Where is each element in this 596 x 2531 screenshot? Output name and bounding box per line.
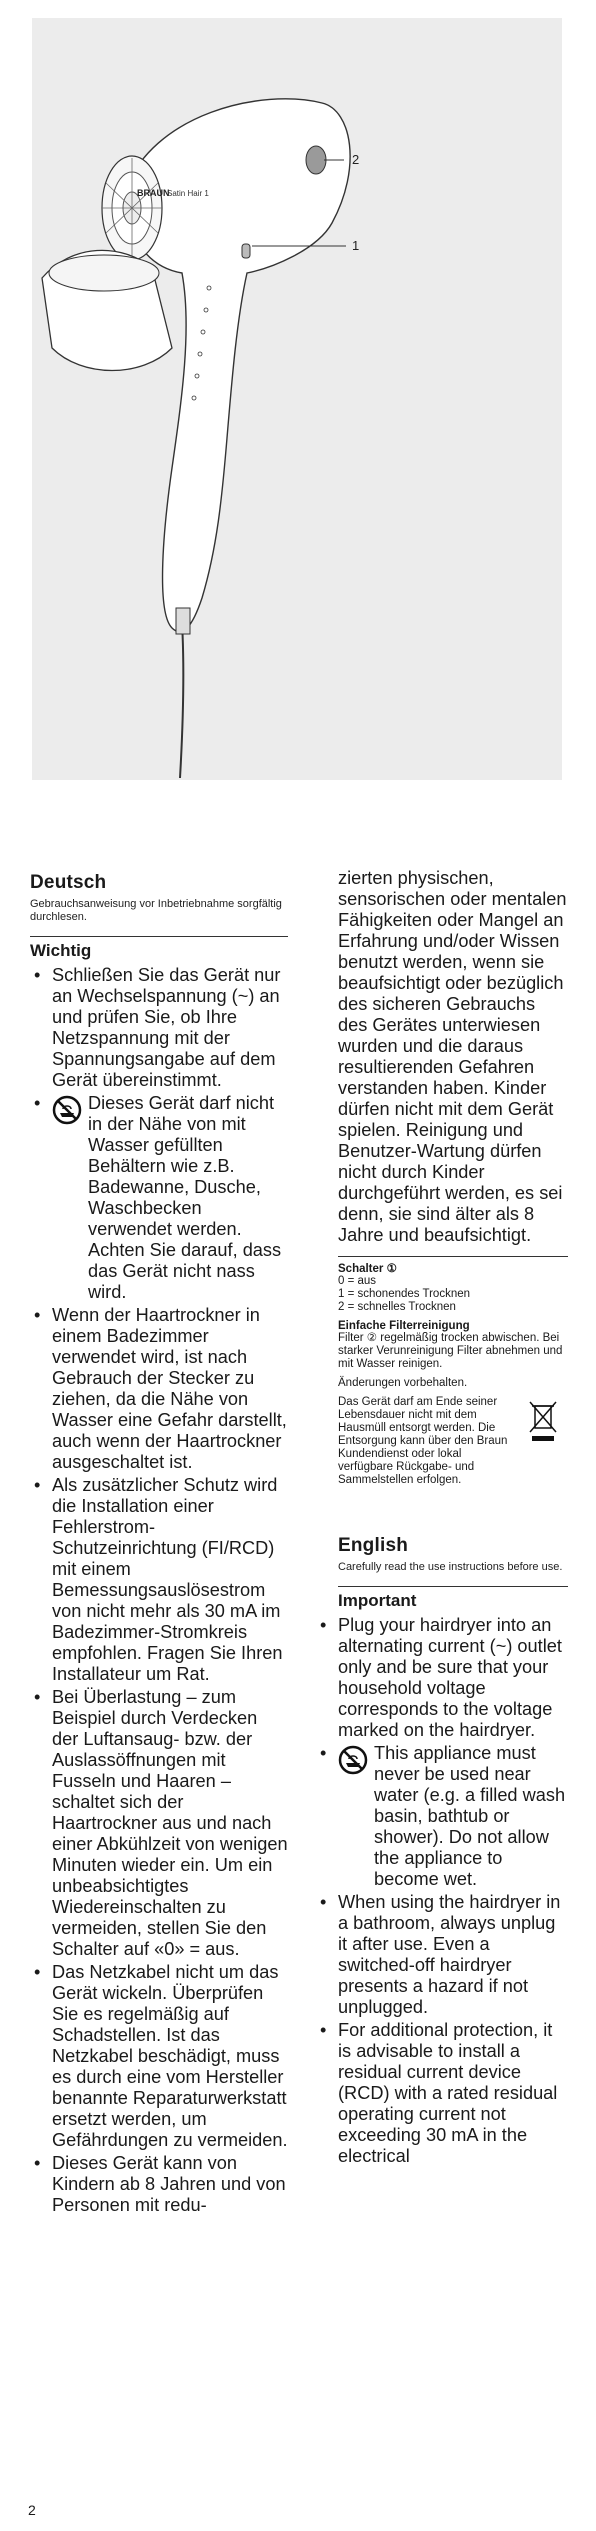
brand-logo: BRAUN [137,188,170,198]
list-item: • For additional protection, it is advisable to install a residual current device (RCD) with a rated residual operating current not exceeding 30 mA in the electrical [320,2020,558,2166]
changes-note: Änderungen vorbehalten. [338,1377,468,1389]
no-water-warning-icon [52,1095,82,1125]
list-item: • Wenn der Haartrockner in einem Badezimmer verwendet wird, ist nach Gebrauch der Stecker zu ziehen, da die Nähe von Wasser eine Gefahr darstellt, auch wenn der Haartrockner ausgeschaltet ist. [34,1305,287,1472]
filter-title: Einfache Filterreinigung [338,1320,470,1332]
model-label: Satin Hair 1 [167,189,209,198]
disposal-text: Das Gerät darf am Ende seiner Lebensdauer nicht mit dem Hausmüll entsorgt werden. Die Entsorgung kann über den Braun Kundendienst oder lokal verfügbare Rückgabe- und Sammelstellen erfolgen. [338,1396,508,1486]
switch-line-2: 2 = schnelles Trocknen [338,1301,456,1313]
product-illustration [32,18,562,780]
page-number: 2 [28,2502,36,2518]
deutsch-column [30,872,288,2218]
cord [180,623,183,778]
deutsch-bullet-continuation: zierten physischen, sensorischen oder mentalen Fähigkeiten oder Mangel an Erfahrung und/oder Wissen benutzt werden, wenn sie beaufsichtigt oder bezüglich des sicheren Gebrauchs des Gerätes unterwiesen wurden und die daraus resultierenden Gefahren verstanden haben. Kinder dürfen nicht mit dem Gerät spielen. Reinigung und Benutzer-Wartung dürfen nicht durch Kinder durchgeführt werden, es sei denn, sie sind älter als 8 Jahre und beaufsichtigt. [338,868,567,1245]
switch-line-1: 1 = schonendes Trocknen [338,1288,471,1300]
filter [306,146,326,174]
hairdryer-drawing [32,18,562,780]
list-item: • Das Netzkabel nicht um das Gerät wickeln. Überprüfen Sie es regelmäßig auf Schadstellen. Ist das Netzkabel beschädigt, muss es durch eine vom Hersteller benannte Reparaturwerkstatt ersetzt werden, um Gefährdungen zu vermeiden. [34,1962,288,2150]
list-item: • Bei Überlastung – zum Beispiel durch Verdecken der Luftansaug- bzw. der Auslassöffnungen mit Fusseln und Haaren – schaltet sich der Haartrockner aus und nach einer Abkühlzeit von wenigen Minuten wieder ein. Um ein unbeabsichtigtes Wiedereinschalten zu vermeiden, stellen Sie den Schalter auf «0» = aus. [34,1687,288,1959]
deutsch-heading: Deutsch [30,872,107,893]
list-item: • Dieses Gerät kann von Kindern ab 8 Jahren und von Personen mit redu- [34,2153,286,2215]
list-item: • Schließen Sie das Gerät nur an Wechselspannung (~) an und prüfen Sie, ob Ihre Netzspannung mit der Spannungsangabe auf dem Gerät übereinstimmt. [34,965,281,1090]
wichtig-heading: Wichtig [30,936,288,961]
english-intro: Carefully read the use instructions before use. [338,1561,563,1573]
important-heading: Important [338,1586,568,1611]
filter-text: Filter ② regelmäßig trocken abwischen. Bei starker Verunreinigung Filter abnehmen und mit Wasser reinigen. [338,1332,563,1370]
switch [242,244,250,258]
callout-1: 1 [352,238,360,253]
list-item: • Dieses Gerät darf nicht in der Nähe von mit Wasser gefüllten Behältern wie z.B. Badewanne, Dusche, Waschbecken verwendet werden. Achten Sie darauf, dass das Gerät nicht nass wird. [34,1093,282,1302]
switch-title: Schalter ① [338,1263,397,1275]
deutsch-intro: Gebrauchsanweisung vor Inbetriebnahme sorgfältig durchlesen. [30,898,282,923]
callout-2: 2 [352,152,360,167]
english-bullet-list [306,1615,568,2167]
dryer-body [124,99,350,632]
list-item: • This appliance must never be used near water (e.g. a filled wash basin, bathtub or shower). Do not allow the appliance to become wet. [320,1743,566,1889]
english-heading: English [338,1535,409,1556]
right-column [306,868,568,2169]
list-item: • When using the hairdryer in a bathroom, always unplug it after use. Even a switched-off hairdryer presents a hazard if not unplugged. [320,1892,561,2017]
list-item: • Als zusätzlicher Schutz wird die Installation einer Fehlerstrom-Schutzeinrichtung (FI/RCD) mit einem Bemessungsauslösestrom von nicht mehr als 30 mA im Badezimmer-Stromkreis empfohlen. Fragen Sie Ihren Installateur um Rat. [34,1475,283,1684]
no-water-warning-icon [338,1745,368,1775]
crossed-bin-icon [526,1398,560,1444]
deutsch-bullet-list [30,965,288,2216]
list-item: • Plug your hairdryer into an alternating current (~) outlet only and be sure that your household voltage corresponds to the voltage marked on the hairdryer. [320,1615,562,1740]
switch-line-0: 0 = aus [338,1275,377,1287]
